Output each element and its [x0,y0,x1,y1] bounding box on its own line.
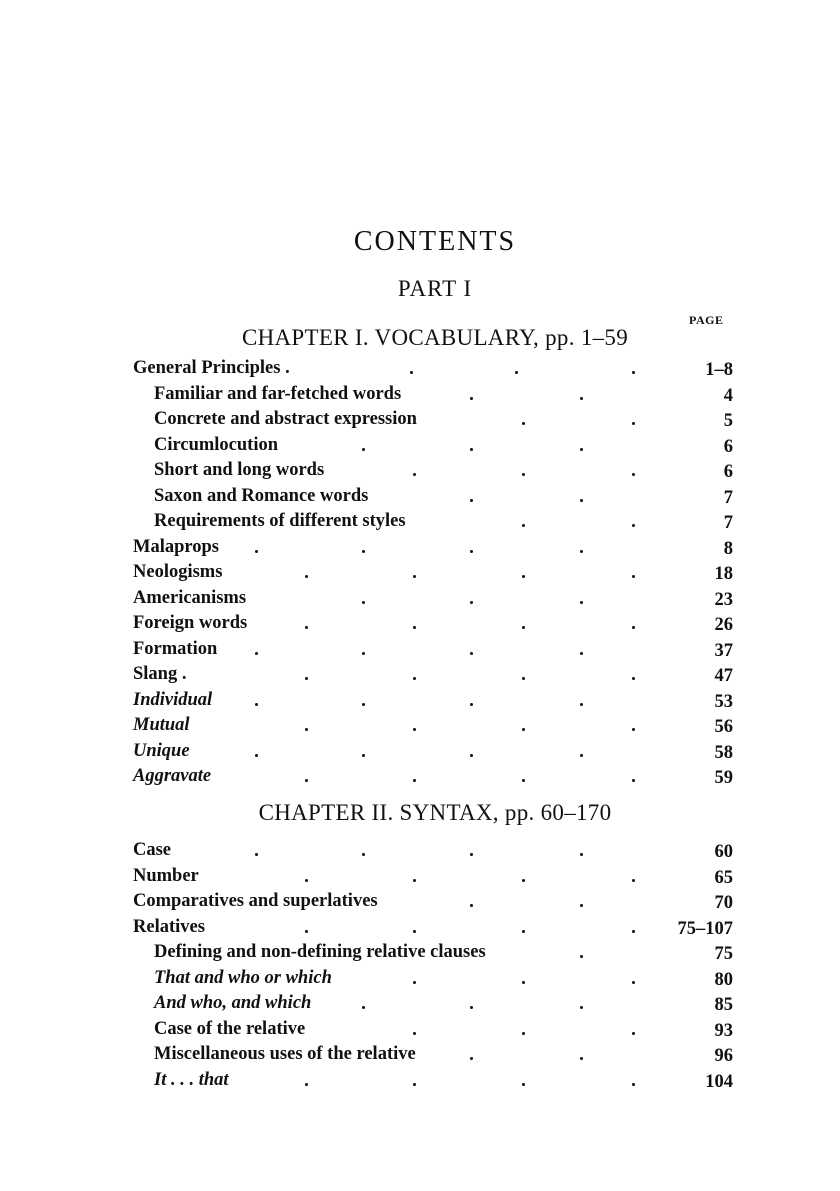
toc-entry-page-number: 7 [723,487,733,508]
leader-dot [580,703,583,706]
toc-entry [0,638,840,664]
toc-entry [0,1069,840,1095]
toc-entry [0,890,840,916]
dot-leader [0,434,840,456]
leader-dot [522,728,525,731]
leader-dot [580,853,583,856]
toc-entry [0,663,840,689]
leader-dot [522,575,525,578]
page-title: CONTENTS [353,226,517,257]
toc-entry-label: It . . . that [154,1069,229,1090]
toc-entry [0,383,840,409]
leader-dot [413,1083,416,1086]
leader-dot [362,601,365,604]
toc-entry-label: That and who or which [154,967,332,988]
leader-dot [305,930,308,933]
chapter-entry-list [0,357,840,791]
toc-entry-page-number: 5 [723,411,733,431]
toc-entry-label: Familiar and far-fetched words [154,383,402,404]
toc-entry-page-number: 58 [714,742,733,763]
leader-dot [580,550,583,553]
leader-dot [632,371,635,374]
leader-dot [470,853,473,856]
leader-dot [580,652,583,655]
toc-entry [0,612,840,638]
leader-dot [413,930,416,933]
toc-entry-label: Mutual [133,715,190,735]
toc-entry [0,485,840,511]
toc-entry [0,916,840,942]
toc-entry [0,536,840,562]
toc-entry-page-number: 18 [714,564,733,584]
toc-entry [0,408,840,434]
leader-dot [522,524,525,527]
toc-entry-label: Circumlocution [154,434,279,455]
toc-entry [0,561,840,587]
toc-entry [0,1018,840,1044]
leader-dot [470,499,473,502]
leader-dot [632,879,635,882]
leader-dot [522,422,525,425]
toc-entry [0,839,840,865]
leader-dot [632,575,635,578]
leader-dot [305,677,308,680]
dot-leader [0,510,840,532]
leader-dot [522,1083,525,1086]
leader-dot [413,728,416,731]
leader-dot [362,1006,365,1009]
leader-dot [255,550,258,553]
dot-leader [0,485,840,507]
toc-entry [0,714,840,740]
part-title: PART I [397,276,473,301]
toc-entry-label: Formation [133,638,218,659]
leader-dot [632,930,635,933]
toc-entry-label: Requirements of different styles [154,511,406,531]
toc-entry-page-number: 75 [714,944,733,964]
toc-entry-label: Number [133,865,199,886]
leader-dot [255,652,258,655]
leader-dot [632,626,635,629]
toc-entry-page-number: 37 [714,640,733,661]
dot-leader [0,536,840,558]
toc-entry-page-number: 80 [714,969,733,990]
leader-dot [470,448,473,451]
leader-dot [632,677,635,680]
leader-dot [470,754,473,757]
toc-entry-page-number: 65 [714,867,733,888]
leader-dot [522,930,525,933]
leader-dot [255,754,258,757]
leader-dot [413,779,416,782]
toc-entry-page-number: 26 [714,615,733,635]
toc-entry-page-number: 6 [723,462,733,482]
dot-leader [0,383,840,405]
leader-dot [580,1006,583,1009]
toc-entry-label: Miscellaneous uses of the relative [154,1044,416,1064]
leader-dot [413,626,416,629]
toc-entry-page-number: 23 [714,589,733,610]
leader-dot [470,397,473,400]
toc-entry-page-number: 75–107 [677,918,733,939]
leader-dot [522,677,525,680]
toc-entry-page-number: 59 [714,768,733,788]
leader-dot [580,904,583,907]
leader-dot [580,448,583,451]
leader-dot [522,473,525,476]
leader-dot [362,652,365,655]
leader-dot [632,728,635,731]
toc-entry [0,765,840,791]
chapter-heading: CHAPTER I. VOCABULARY, pp. 1–59 [241,325,629,350]
leader-dot [522,1032,525,1035]
leader-dot [413,879,416,882]
chapter-heading: CHAPTER II. SYNTAX, pp. 60–170 [258,800,612,825]
leader-dot [362,448,365,451]
leader-dot [632,981,635,984]
toc-entry [0,510,840,536]
leader-dot [362,754,365,757]
leader-dot [305,879,308,882]
leader-dot [580,754,583,757]
chapter-entry-list [0,839,840,1094]
leader-dot [305,1083,308,1086]
leader-dot [470,904,473,907]
toc-entry-page-number: 1–8 [705,360,733,380]
toc-entry-label: Comparatives and superlatives [133,891,378,911]
toc-entry-label: Unique [133,740,190,761]
toc-entry [0,587,840,613]
leader-dot [362,550,365,553]
leader-dot [413,981,416,984]
toc-entry-page-number: 93 [714,1020,733,1041]
leader-dot [305,728,308,731]
toc-entry-page-number: 6 [723,436,733,457]
toc-entry-page-number: 47 [714,666,733,686]
toc-entry-label: Relatives [133,916,205,937]
leader-dot [305,779,308,782]
toc-entry [0,740,840,766]
leader-dot [515,371,518,374]
leader-dot [305,575,308,578]
toc-entry [0,459,840,485]
toc-entry-page-number: 104 [705,1071,733,1092]
leader-dot [362,853,365,856]
leader-dot [470,550,473,553]
toc-entry-label: Aggravate [133,766,212,786]
toc-entry-page-number: 4 [723,385,733,406]
leader-dot [255,853,258,856]
leader-dot [580,1057,583,1060]
toc-entry-label: Case of the relative [154,1018,306,1039]
leader-dot [522,779,525,782]
toc-entry-page-number: 53 [714,691,733,712]
toc-entry-label: Short and long words [154,460,325,480]
leader-dot [522,981,525,984]
toc-entry-page-number: 7 [723,513,733,533]
leader-dot [470,652,473,655]
leader-dot [522,879,525,882]
toc-entry-label: Slang . [133,664,187,684]
leader-dot [255,703,258,706]
leader-dot [632,473,635,476]
toc-entry-label: Concrete and abstract expression [154,409,417,429]
leader-dot [580,499,583,502]
leader-dot [632,779,635,782]
toc-entry [0,992,840,1018]
toc-entry [0,689,840,715]
toc-entry-page-number: 8 [723,538,733,559]
toc-entry [0,967,840,993]
toc-entry-label: Neologisms [133,562,223,582]
toc-entry [0,434,840,460]
leader-dot [470,1006,473,1009]
leader-dot [305,626,308,629]
toc-entry-page-number: 85 [714,995,733,1015]
leader-dot [632,1032,635,1035]
toc-entry [0,1043,840,1069]
toc-entry-page-number: 96 [714,1046,733,1066]
toc-entry-label: General Principles . [133,358,290,378]
leader-dot [410,371,413,374]
dot-leader [0,459,840,481]
leader-dot [413,677,416,680]
toc-entry-label: Defining and non-defining relative clauses [154,942,486,962]
toc-entry-label: Case [133,840,172,860]
leader-dot [580,601,583,604]
toc-entry-label: Foreign words [133,613,248,633]
toc-entry-label: Americanisms [133,587,247,608]
leader-dot [470,703,473,706]
leader-dot [470,601,473,604]
toc-entry-page-number: 70 [714,893,733,913]
toc-entry [0,357,840,383]
leader-dot [580,955,583,958]
leader-dot [632,422,635,425]
leader-dot [362,703,365,706]
leader-dot [470,1057,473,1060]
toc-entry-label: Saxon and Romance words [154,485,369,506]
toc-entry [0,941,840,967]
toc-entry-label: Individual [133,689,213,710]
page-column-label: PAGE [689,313,724,327]
toc-entry-label: And who, and which [154,993,312,1013]
toc-entry-label: Malaprops [133,536,220,557]
leader-dot [632,524,635,527]
leader-dot [413,473,416,476]
toc-entry [0,865,840,891]
leader-dot [580,397,583,400]
toc-entry-page-number: 60 [714,842,733,862]
leader-dot [522,626,525,629]
toc-entry-page-number: 56 [714,717,733,737]
leader-dot [632,1083,635,1086]
dot-leader [0,408,840,430]
leader-dot [413,1032,416,1035]
leader-dot [413,575,416,578]
